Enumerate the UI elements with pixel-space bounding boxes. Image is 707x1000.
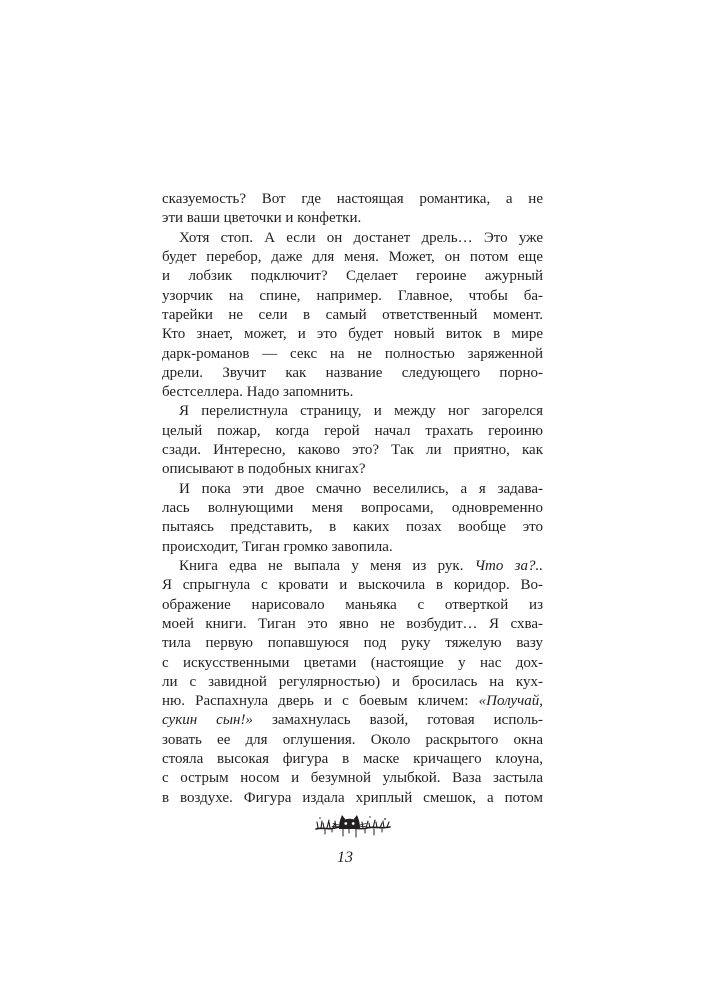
text-run: эти ваши цветочки и конфетки. [162,210,362,227]
text-line [162,248,543,267]
text-run: И пока эти двое смачно веселились, а я задава- [179,480,543,497]
text-line [162,634,543,653]
text-line [162,267,543,286]
text-line [162,557,543,576]
text-line [162,711,543,730]
italic-text: Что за?.. [474,557,543,574]
text-run: пытаясь представить, в каких позах вообще это [162,519,543,536]
text-run: Кто знает, может, и это будет новый виток в мире [162,326,543,343]
text-run: с острым носом и безумной улыбкой. Ваза застыла [162,770,543,787]
text-run: моей книги. Тиган это явно не возбудит… Я схва- [162,615,543,632]
italic-text: сукин сын!» [162,712,253,729]
text-line [162,229,543,248]
text-line [162,673,543,692]
text-run: будет перебор, даже для меня. Может, он потом еще [162,248,543,265]
text-run: ню. Распахнула дверь и с боевым кличем: [162,693,479,710]
text-run: тарейки не сели в самый ответственный момент. [162,306,543,323]
text-run: происходит, Тиган громко завопила. [162,538,393,555]
italic-text: «Получай, [478,693,543,710]
text-run: ображение нарисовало маньяка с отверткой из [162,596,543,613]
text-run: описывают в подобных книгах? [162,461,366,478]
text-line [162,306,543,325]
text-line [162,692,543,711]
text-line [162,654,543,673]
text-line [162,750,543,769]
text-run: в воздухе. Фигура издала хриплый смешок, а потом [162,789,543,806]
text-run: ли с завидной регулярностью) и бросилась на кух- [162,673,543,690]
text-run: с искусственными цветами (настоящие у нас дох- [162,654,543,671]
body-text [162,190,543,808]
text-line [162,364,543,383]
text-run: Я спрыгнула с кровати и выскочила в коридор. Во- [162,577,543,594]
text-run: Хотя стоп. А если он достанет дрель… Это уже [179,229,543,246]
text-line [162,538,543,557]
text-run: узорчик на спине, например. Главное, чтобы ба- [162,287,543,304]
text-line [162,287,543,306]
text-run: целый пожар, когда герой начал трахать героиню [162,422,543,439]
text-run: и лобзик подключит? Сделает героине ажурный [162,268,543,285]
text-run: сказуемость? Вот где настоящая романтика, а не [162,191,543,207]
text-run: лась волнующими меня вопросами, одновременно [162,500,543,516]
text-line [162,209,543,228]
text-run: зовать ее для оглушения. Около раскрытого окна [162,731,543,748]
text-run: стояла высокая фигура в маске кричащего клоуна, [162,751,543,768]
text-run: дрели. Звучит как название следующего порно- [162,364,543,381]
text-line [162,480,543,499]
text-run: дарк-романов — секс на не полностью заряженной [162,345,543,362]
text-run: замахнулась вазой, готовая исполь- [252,712,543,729]
text-line [162,460,543,479]
text-line [162,441,543,460]
text-line [162,731,543,750]
text-run: тила первую попавшуюся под руку тяжелую вазу [162,635,543,652]
text-line [162,518,543,537]
page-number: 13 [337,849,353,866]
text-line [162,402,543,421]
text-line [162,576,543,595]
text-line [162,499,543,518]
text-line [162,789,543,808]
text-run: бестселлера. Надо запомнить. [162,384,354,401]
text-line [162,345,543,364]
text-line [162,325,543,344]
text-line [162,615,543,634]
text-line [162,596,543,615]
text-run: Я перелистнула страницу, и между ног загорелся [179,403,543,420]
text-line [162,190,543,209]
text-line [162,383,543,402]
text-line [162,422,543,441]
text-run: сзади. Интересно, каково это? Так ли приятно, как [162,442,543,459]
cat-ornament-icon [313,807,393,841]
text-line [162,769,543,788]
text-run: Книга едва не выпала у меня из рук. [179,557,475,574]
